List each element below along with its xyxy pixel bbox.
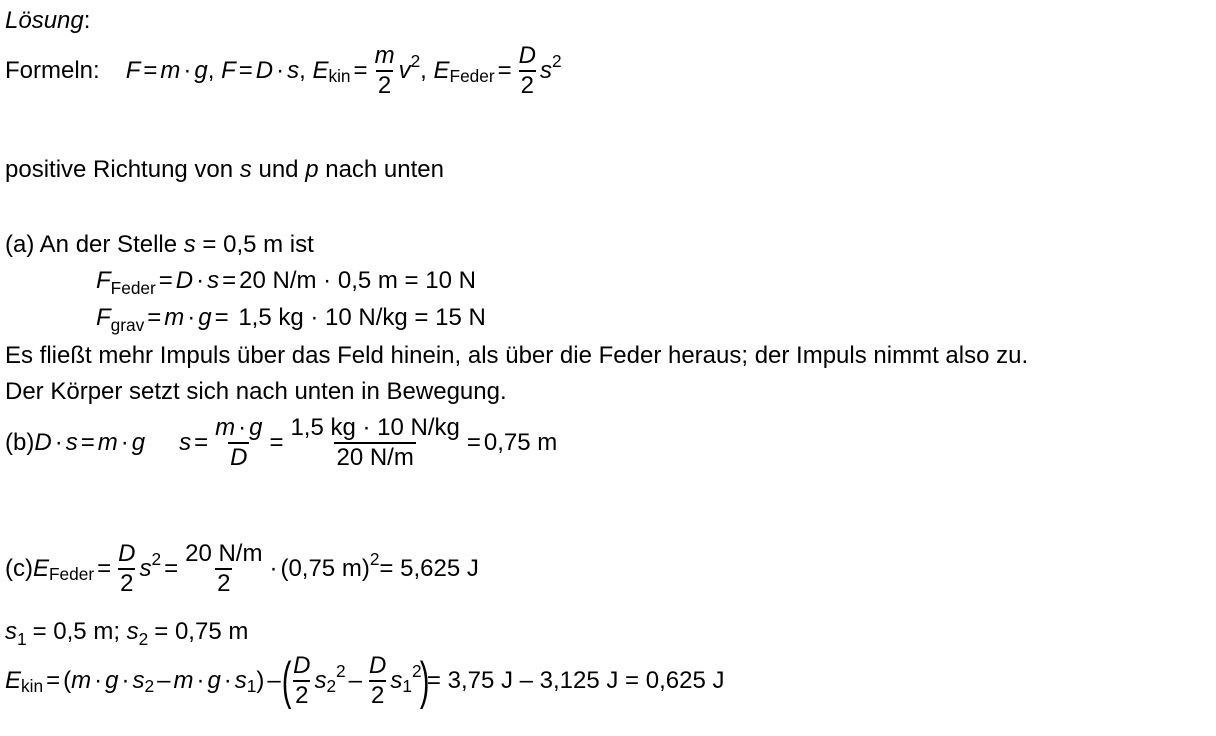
- part-c-s-values: $s_1 = 0,5$ m; $s_2 = 0,75$ m: [5, 618, 249, 649]
- part-a-text1: Es fließt mehr Impuls über das Feld hinein, als über die Feder heraus; der Impuls nimmt also zu.: [5, 342, 1029, 369]
- part-b-line: (b) D · s = m · g s = $\frac{m \cdot g}{D}$ = $\frac{1,5 kg \cdot 10 N/kg}{20 N/m}$ = 0,75 m: [5, 414, 558, 471]
- fraction-d-over-2-e1: $\frac{D}{2}$: [293, 652, 311, 709]
- direction-line: positive Richtung von s und p nach unten: [5, 156, 444, 183]
- fraction-d-over-2: $\frac{D}{2}$: [518, 42, 536, 99]
- part-a-grav: $F_{grav} = m \cdot g = 1,5$ kg · 10 N/kg = 15 N: [96, 304, 486, 335]
- fraction-mg-over-d: $\frac{m \cdot g}{D}$: [215, 414, 263, 471]
- fraction-d-over-2-e2: $\frac{D}{2}$: [369, 652, 387, 709]
- formulas-line: Formeln: F = m · g , F = D · s , E kin = $\frac{m}{2}$ v 2 , E Feder = $\frac{D}{2}$ s 2: [5, 42, 562, 99]
- part-c-line: (c) E Feder = $\frac{D}{2}$ s 2 = $\frac{20 N/m}{2}$ · (0,75 m) 2 = 5,625 J: [5, 540, 479, 597]
- part-a-label: (a) An der Stelle s = 0,5 m ist: [5, 231, 314, 258]
- part-a-text2: Der Körper setzt sich nach unten in Bewegung.: [5, 378, 507, 405]
- fraction-numeric-c: $\frac{20 N/m}{2}$: [185, 540, 263, 597]
- formulas-label: Formeln:: [5, 57, 100, 84]
- fraction-numeric-b: $\frac{1,5 kg \cdot 10 N/kg}{20 N/m}$: [290, 414, 460, 471]
- part-a-feder: $F_{Feder} = D \cdot s = 20$ N/m · 0,5 m = 10 N: [96, 267, 476, 298]
- fraction-m-over-2: $\frac{m}{2}$: [374, 42, 395, 99]
- part-c-ekin-line: E kin = ( m · g · s 2 – m · g · s 1 ) – ( $\frac{D}{2}$ s 2 2 – $\frac{D}{2}$ s 1 2 ) = 3,75 J – 3,125 J = 0,625 J: [5, 652, 725, 710]
- fraction-d-over-2-c: $\frac{D}{2}$: [118, 540, 136, 597]
- heading: Lösung:: [5, 7, 91, 34]
